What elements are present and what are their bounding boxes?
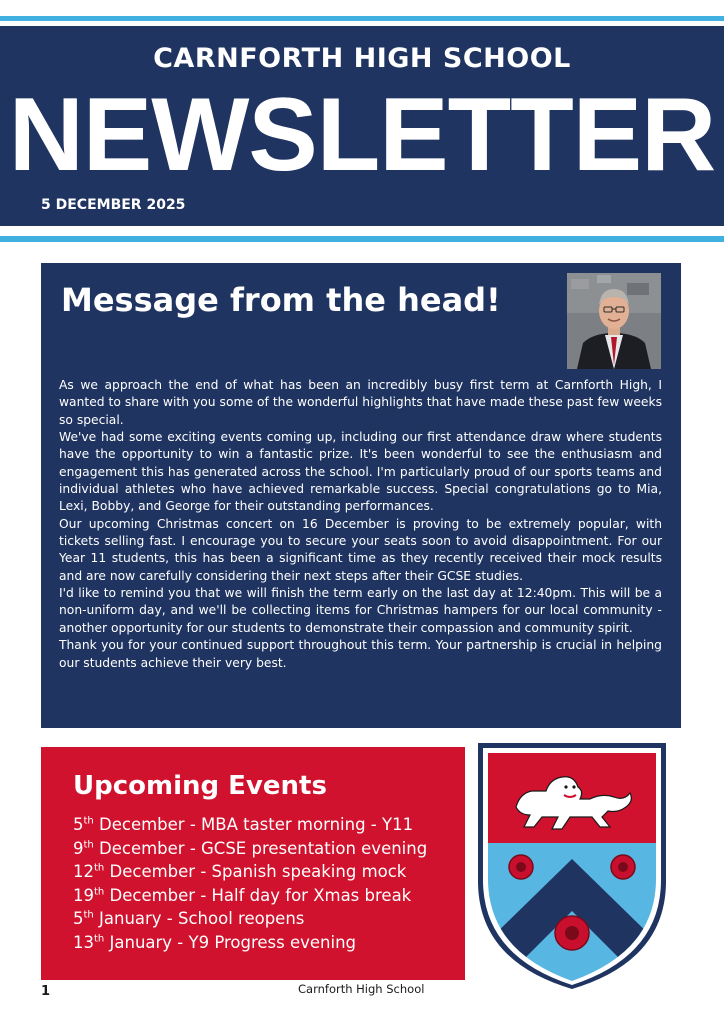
event-day-suffix: th (83, 839, 94, 851)
event-day: 19 (73, 885, 94, 905)
headteacher-photo (567, 273, 661, 369)
event-item (73, 860, 427, 884)
head-paragraph: Thank you for your continued support throughout this term. Your partnership is crucial in helping our students achieve their very best. (59, 638, 662, 670)
school-name: CARNFORTH HIGH SCHOOL (153, 43, 571, 74)
head-paragraph: Our upcoming Christmas concert on 16 December is proving to be extremely popular, with tickets selling fast. I encourage you to secure your seats soon to avoid disappointment. For our Year 11 students, this has been a significant time as they recently received their mock results and are now carefully considering their next steps after their GCSE studies. (59, 516, 662, 583)
school-crest-icon (474, 741, 670, 989)
masthead (0, 26, 724, 226)
event-text: December - Spanish speaking mock (104, 862, 407, 882)
event-day-suffix: th (83, 815, 94, 827)
head-paragraph: I'd like to remind you that we will finish the term early on the last day at 12:40pm. This will be a non-uniform day, and we'll be collecting items for Christmas hampers for our local community - another opportunity for our students to demonstrate their compassion and community spirit. (59, 586, 662, 635)
event-text: December - MBA taster morning - Y11 (93, 815, 414, 834)
footer-school-name: Carnforth High School (298, 982, 425, 996)
event-day: 13 (73, 932, 94, 952)
event-item (73, 837, 427, 861)
event-day: 5 (73, 909, 84, 929)
event-item (73, 907, 427, 931)
upcoming-events-section (41, 747, 465, 980)
event-text: January - Y9 Progress evening (104, 932, 357, 952)
issue-date: 5 DECEMBER 2025 (41, 197, 186, 213)
event-item (73, 813, 427, 837)
head-message-body (59, 377, 662, 672)
event-text: December - Half day for Xmas break (104, 885, 412, 905)
event-day-suffix: th (83, 909, 94, 921)
event-day-suffix: th (94, 933, 105, 945)
head-message-section (41, 263, 681, 728)
event-day-suffix: th (94, 862, 105, 874)
events-title: Upcoming Events (73, 771, 327, 801)
top-accent-stripe (0, 16, 724, 21)
event-day-suffix: th (94, 886, 105, 898)
masthead-accent-stripe (0, 236, 724, 242)
event-text: December - GCSE presentation evening (93, 838, 428, 858)
events-list (73, 813, 427, 955)
event-day: 9 (73, 838, 84, 858)
head-message-title: Message from the head! (61, 281, 501, 319)
newsletter-title: NEWSLETTER (8, 77, 716, 193)
event-item (73, 884, 427, 908)
event-item (73, 931, 427, 955)
event-day: 12 (73, 862, 94, 882)
head-paragraph: We've had some exciting events coming up, including our first attendance draw where students have the opportunity to win a fantastic prize. It's been wonderful to see the enthusiasm and engagement this has generated across the school. I'm particularly proud of our sports teams and individual athletes who have achieved remarkable success. Special congratulations go to Mia, Lexi, Bobby, and George for their outstanding performances. (59, 430, 662, 514)
event-text: January - School reopens (93, 909, 305, 929)
head-paragraph: As we approach the end of what has been an incredibly busy first term at Carnforth High, I wanted to share with you some of the wonderful highlights that have made these past few weeks so special. (59, 378, 662, 427)
event-day: 5 (73, 815, 84, 834)
page-number: 1 (41, 984, 51, 999)
